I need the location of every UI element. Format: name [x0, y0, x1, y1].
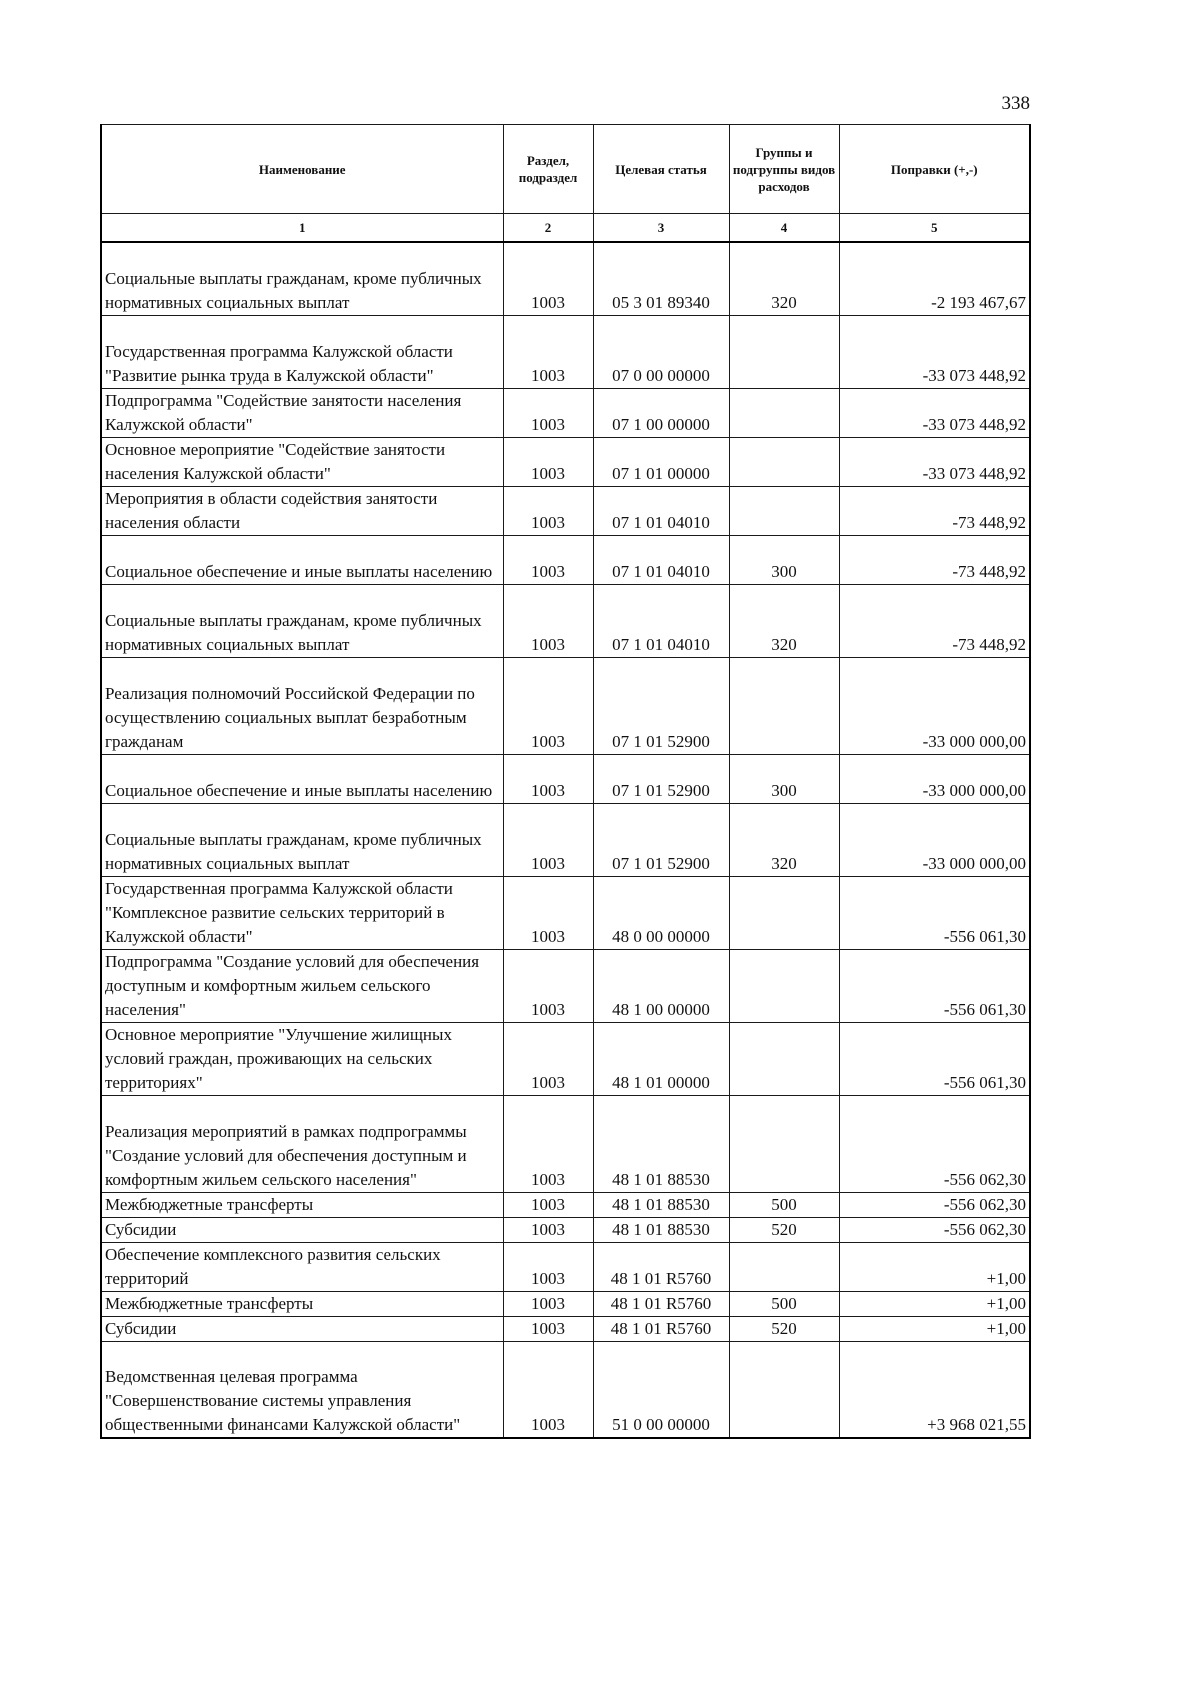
cell-amendment-amount: -33 073 448,92	[839, 388, 1030, 437]
table-row	[101, 803, 1030, 876]
cell-target-article: 48 1 01 88530	[593, 1095, 729, 1192]
cell-expense-group: 520	[729, 1217, 839, 1242]
table-row	[101, 1022, 1030, 1095]
cell-section: 1003	[503, 1217, 593, 1242]
table-row	[101, 315, 1030, 388]
table-row	[101, 1242, 1030, 1291]
cell-section: 1003	[503, 315, 593, 388]
cell-expense-group	[729, 1242, 839, 1291]
cell-section: 1003	[503, 1022, 593, 1095]
cell-name: Мероприятия в области содействия занятости населения области	[101, 486, 503, 535]
cell-expense-group	[729, 1341, 839, 1438]
cell-expense-group	[729, 388, 839, 437]
cell-amendment-amount: +1,00	[839, 1242, 1030, 1291]
cell-section: 1003	[503, 949, 593, 1022]
cell-target-article: 51 0 00 00000	[593, 1341, 729, 1438]
cell-expense-group: 320	[729, 803, 839, 876]
cell-section: 1003	[503, 1316, 593, 1341]
cell-section: 1003	[503, 388, 593, 437]
cell-section: 1003	[503, 754, 593, 803]
table-row	[101, 1291, 1030, 1316]
cell-target-article: 05 3 01 89340	[593, 242, 729, 315]
table-row	[101, 1217, 1030, 1242]
cell-amendment-amount: +3 968 021,55	[839, 1341, 1030, 1438]
cell-expense-group: 300	[729, 535, 839, 584]
table-row	[101, 535, 1030, 584]
cell-amendment-amount: -556 061,30	[839, 949, 1030, 1022]
cell-amendment-amount: -556 061,30	[839, 1022, 1030, 1095]
table-row	[101, 1316, 1030, 1341]
cell-expense-group: 500	[729, 1192, 839, 1217]
cell-target-article: 07 1 01 52900	[593, 657, 729, 754]
cell-amendment-amount: +1,00	[839, 1316, 1030, 1341]
cell-amendment-amount: -73 448,92	[839, 486, 1030, 535]
budget-amendments-table	[100, 124, 1031, 1439]
cell-expense-group: 320	[729, 584, 839, 657]
table-row	[101, 949, 1030, 1022]
cell-name: Основное мероприятие "Содействие занятости населения Калужской области"	[101, 437, 503, 486]
cell-name: Субсидии	[101, 1217, 503, 1242]
cell-name: Основное мероприятие "Улучшение жилищных условий граждан, проживающих на сельских территориях"	[101, 1022, 503, 1095]
cell-section: 1003	[503, 535, 593, 584]
cell-name: Социальные выплаты гражданам, кроме публичных нормативных социальных выплат	[101, 803, 503, 876]
cell-target-article: 48 1 01 00000	[593, 1022, 729, 1095]
cell-amendment-amount: -33 000 000,00	[839, 803, 1030, 876]
cell-amendment-amount: -33 000 000,00	[839, 657, 1030, 754]
cell-section: 1003	[503, 1095, 593, 1192]
cell-amendment-amount: -33 073 448,92	[839, 437, 1030, 486]
column-header-article: Целевая статья	[593, 125, 729, 214]
cell-target-article: 07 1 01 04010	[593, 535, 729, 584]
cell-expense-group	[729, 486, 839, 535]
cell-name: Межбюджетные трансферты	[101, 1291, 503, 1316]
table-row	[101, 1341, 1030, 1438]
cell-expense-group: 500	[729, 1291, 839, 1316]
cell-target-article: 48 1 01 R5760	[593, 1242, 729, 1291]
cell-target-article: 48 1 01 R5760	[593, 1291, 729, 1316]
cell-target-article: 48 1 01 R5760	[593, 1316, 729, 1341]
cell-target-article: 07 1 01 52900	[593, 803, 729, 876]
cell-target-article: 48 1 01 88530	[593, 1217, 729, 1242]
table-row	[101, 876, 1030, 949]
table-row	[101, 437, 1030, 486]
cell-name: Подпрограмма "Содействие занятости населения Калужской области"	[101, 388, 503, 437]
cell-target-article: 48 1 01 88530	[593, 1192, 729, 1217]
cell-expense-group	[729, 876, 839, 949]
cell-section: 1003	[503, 486, 593, 535]
column-header-expense-group: Группы и подгруппы видов расходов	[729, 125, 839, 214]
cell-amendment-amount: -73 448,92	[839, 584, 1030, 657]
cell-target-article: 07 1 01 04010	[593, 486, 729, 535]
table-row	[101, 754, 1030, 803]
cell-section: 1003	[503, 876, 593, 949]
column-number: 1	[101, 214, 503, 243]
cell-target-article: 07 1 01 52900	[593, 754, 729, 803]
cell-amendment-amount: -33 000 000,00	[839, 754, 1030, 803]
cell-target-article: 48 1 00 00000	[593, 949, 729, 1022]
cell-section: 1003	[503, 437, 593, 486]
table-row	[101, 1095, 1030, 1192]
cell-expense-group	[729, 657, 839, 754]
cell-expense-group: 520	[729, 1316, 839, 1341]
table-row	[101, 388, 1030, 437]
cell-amendment-amount: -556 062,30	[839, 1192, 1030, 1217]
cell-section: 1003	[503, 242, 593, 315]
table-row	[101, 657, 1030, 754]
cell-expense-group	[729, 949, 839, 1022]
table-row	[101, 584, 1030, 657]
cell-name: Социальное обеспечение и иные выплаты населению	[101, 754, 503, 803]
cell-expense-group	[729, 315, 839, 388]
cell-section: 1003	[503, 1291, 593, 1316]
cell-target-article: 48 0 00 00000	[593, 876, 729, 949]
cell-section: 1003	[503, 657, 593, 754]
cell-target-article: 07 1 00 00000	[593, 388, 729, 437]
column-number: 2	[503, 214, 593, 243]
table-row	[101, 242, 1030, 315]
cell-amendment-amount: +1,00	[839, 1291, 1030, 1316]
table-row	[101, 486, 1030, 535]
cell-name: Подпрограмма "Создание условий для обеспечения доступным и комфортным жильем сельского населения"	[101, 949, 503, 1022]
cell-amendment-amount: -73 448,92	[839, 535, 1030, 584]
cell-expense-group: 320	[729, 242, 839, 315]
table-header-row	[101, 125, 1030, 214]
column-number: 5	[839, 214, 1030, 243]
cell-name: Государственная программа Калужской области "Развитие рынка труда в Калужской области"	[101, 315, 503, 388]
cell-name: Межбюджетные трансферты	[101, 1192, 503, 1217]
cell-target-article: 07 1 01 00000	[593, 437, 729, 486]
column-header-section: Раздел, подраздел	[503, 125, 593, 214]
cell-name: Реализация полномочий Российской Федерации по осуществлению социальных выплат безработным гражданам	[101, 657, 503, 754]
cell-name: Социальные выплаты гражданам, кроме публичных нормативных социальных выплат	[101, 242, 503, 315]
column-header-amendments: Поправки (+,-)	[839, 125, 1030, 214]
cell-section: 1003	[503, 1341, 593, 1438]
cell-name: Субсидии	[101, 1316, 503, 1341]
cell-amendment-amount: -556 062,30	[839, 1217, 1030, 1242]
column-number: 3	[593, 214, 729, 243]
cell-name: Ведомственная целевая программа "Совершенствование системы управления общественными финансами Калужской области"	[101, 1341, 503, 1438]
cell-amendment-amount: -2 193 467,67	[839, 242, 1030, 315]
column-number: 4	[729, 214, 839, 243]
cell-expense-group	[729, 437, 839, 486]
cell-target-article: 07 0 00 00000	[593, 315, 729, 388]
cell-name: Социальное обеспечение и иные выплаты населению	[101, 535, 503, 584]
cell-amendment-amount: -33 073 448,92	[839, 315, 1030, 388]
cell-amendment-amount: -556 061,30	[839, 876, 1030, 949]
cell-name: Реализация мероприятий в рамках подпрограммы "Создание условий для обеспечения доступным и комфортным жильем сельского населения"	[101, 1095, 503, 1192]
cell-expense-group	[729, 1095, 839, 1192]
table-row	[101, 1192, 1030, 1217]
cell-name: Государственная программа Калужской области "Комплексное развитие сельских территорий в Калужской области"	[101, 876, 503, 949]
cell-name: Социальные выплаты гражданам, кроме публичных нормативных социальных выплат	[101, 584, 503, 657]
table-body	[101, 242, 1030, 1438]
cell-expense-group	[729, 1022, 839, 1095]
column-header-name: Наименование	[101, 125, 503, 214]
cell-expense-group: 300	[729, 754, 839, 803]
cell-section: 1003	[503, 1192, 593, 1217]
cell-name: Обеспечение комплексного развития сельских территорий	[101, 1242, 503, 1291]
cell-section: 1003	[503, 1242, 593, 1291]
page-number: 338	[1001, 93, 1030, 114]
cell-target-article: 07 1 01 04010	[593, 584, 729, 657]
column-number-row	[101, 214, 1030, 243]
cell-section: 1003	[503, 803, 593, 876]
cell-amendment-amount: -556 062,30	[839, 1095, 1030, 1192]
cell-section: 1003	[503, 584, 593, 657]
